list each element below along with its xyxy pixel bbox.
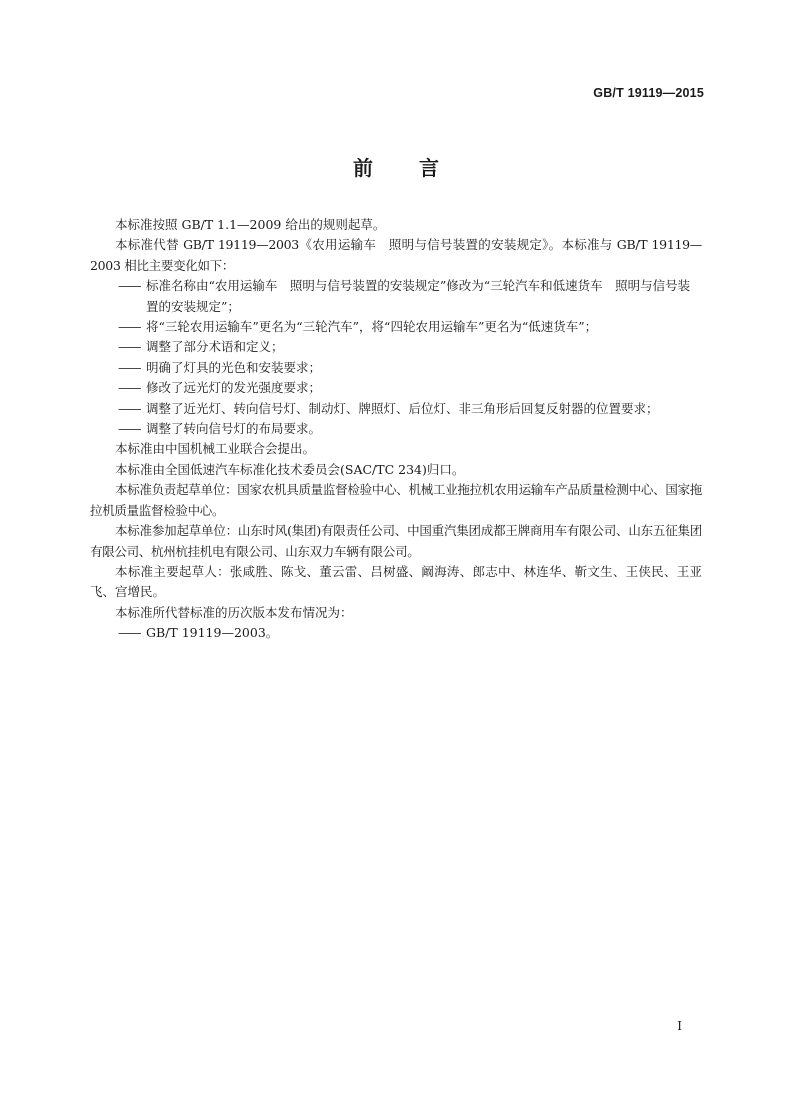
list-item-text: 将“三轮农用运输车”更名为“三轮汽车”，将“四轮农用运输车”更名为“低速货车”； <box>146 319 598 335</box>
list-item <box>90 358 702 378</box>
list-item-text: 调整了近光灯、转向信号灯、制动灯、牌照灯、后位灯、非三角形后回复反射器的位置要求； <box>146 400 659 416</box>
list-item <box>90 317 702 337</box>
list-item <box>90 337 702 357</box>
document-body <box>90 215 702 644</box>
list-item-text: 标准名称由“农用运输车 照明与信号装置的安装规定”修改为“三轮汽车和低速货车 照明与信号装置的安装规定”； <box>146 278 691 314</box>
paragraph-lead-drafters: 本标准负责起草单位：国家农机具质量监督检验中心、机械工业拖拉机农用运输车产品质量检测中心、国家拖拉机质量监督检验中心。 <box>90 482 702 518</box>
dash-marker: —— <box>118 359 140 375</box>
list-item <box>90 419 702 439</box>
page-title: 前言 <box>353 156 485 180</box>
dash-marker: —— <box>118 400 140 416</box>
dash-marker: —— <box>118 380 140 396</box>
dash-marker: —— <box>118 625 140 641</box>
list-item-text: 修改了远光灯的发光强度要求； <box>146 380 322 396</box>
dash-marker: —— <box>118 278 140 294</box>
list-item <box>90 399 702 419</box>
paragraph-history-intro: 本标准所代替标准的历次版本发布情况为： <box>115 604 353 620</box>
dash-marker: —— <box>118 339 140 355</box>
paragraph-main-drafters: 本标准主要起草人：张咸胜、陈戈、董云雷、吕树盛、阚海涛、郎志中、林连华、靳文生、王侠民、王亚飞、宫增民。 <box>90 563 702 600</box>
list-item <box>90 378 702 398</box>
list-item-text: GB/T 19119—2003。 <box>146 625 279 641</box>
dash-marker: —— <box>118 319 140 335</box>
page-number: I <box>677 1019 682 1033</box>
paragraph-centralized: 本标准由全国低速汽车标准化技术委员会(SAC/TC 234)归口。 <box>115 461 465 477</box>
list-item-text: 调整了转向信号灯的布局要求。 <box>146 421 322 437</box>
list-item <box>90 623 702 643</box>
standard-code: GB/T 19119—2015 <box>593 86 704 100</box>
paragraph-proposer: 本标准由中国机械工业联合会提出。 <box>115 441 316 457</box>
list-item <box>90 276 702 317</box>
list-item-text: 调整了部分术语和定义； <box>146 339 284 355</box>
history-list <box>90 623 702 643</box>
list-item-text: 明确了灯具的光色和安装要求； <box>146 359 322 375</box>
paragraph-drafting-rules: 本标准按照 GB/T 1.1—2009 给出的规则起草。 <box>115 217 386 232</box>
paragraph-replacement: 本标准代替 GB/T 19119—2003《农用运输车 照明与信号装置的安装规定》。本标准与 GB/T 19119—2003 相比主要变化如下： <box>90 237 702 273</box>
dash-marker: —— <box>118 421 140 437</box>
paragraph-participating-drafters: 本标准参加起草单位：山东时风(集团)有限责任公司、中国重汽集团成都王牌商用车有限公司、山东五征集团有限公司、杭州杭挂机电有限公司、山东双力车辆有限公司。 <box>90 523 702 559</box>
changes-list <box>90 276 702 439</box>
